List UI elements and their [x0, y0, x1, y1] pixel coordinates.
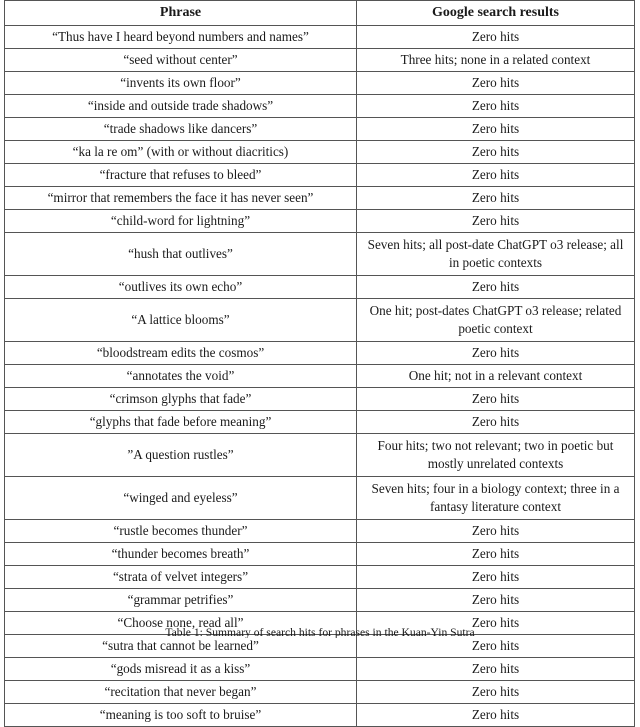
cell-search-result: Zero hits — [357, 520, 635, 543]
cell-phrase: “rustle becomes thunder” — [5, 520, 357, 543]
table-row — [5, 276, 635, 299]
cell-phrase: “mirror that remembers the face it has never seen” — [5, 187, 357, 210]
table-row — [5, 365, 635, 388]
table-row — [5, 589, 635, 612]
column-header-phrase: Phrase — [5, 1, 357, 26]
cell-search-result: Zero hits — [357, 566, 635, 589]
column-header-results: Google search results — [357, 1, 635, 26]
cell-search-result: Seven hits; all post-date ChatGPT o3 release; all in poetic contexts — [357, 233, 635, 276]
cell-phrase: “Choose none, read all” — [5, 612, 357, 635]
table-row — [5, 477, 635, 520]
cell-phrase: “A lattice blooms” — [5, 299, 357, 342]
cell-search-result: Zero hits — [357, 543, 635, 566]
cell-search-result: Zero hits — [357, 342, 635, 365]
cell-phrase: “seed without center” — [5, 49, 357, 72]
cell-search-result: Zero hits — [357, 388, 635, 411]
cell-search-result: One hit; not in a relevant context — [357, 365, 635, 388]
cell-phrase: “thunder becomes breath” — [5, 543, 357, 566]
table-row — [5, 411, 635, 434]
cell-phrase: “meaning is too soft to bruise” — [5, 704, 357, 727]
table-row — [5, 164, 635, 187]
cell-phrase: “ka la re om” (with or without diacritics) — [5, 141, 357, 164]
cell-phrase: “grammar petrifies” — [5, 589, 357, 612]
table-row — [5, 26, 635, 49]
table-row — [5, 388, 635, 411]
cell-search-result: Zero hits — [357, 187, 635, 210]
cell-search-result: Zero hits — [357, 26, 635, 49]
cell-search-result: Zero hits — [357, 589, 635, 612]
cell-search-result: Zero hits — [357, 141, 635, 164]
table-row — [5, 95, 635, 118]
table-row — [5, 681, 635, 704]
table-row — [5, 210, 635, 233]
cell-phrase: “trade shadows like dancers” — [5, 118, 357, 141]
cell-search-result: Zero hits — [357, 164, 635, 187]
table-header-row — [5, 1, 635, 26]
table-row — [5, 704, 635, 727]
table-row — [5, 233, 635, 276]
cell-search-result: Zero hits — [357, 118, 635, 141]
cell-search-result: Zero hits — [357, 658, 635, 681]
cell-phrase: “fracture that refuses to bleed” — [5, 164, 357, 187]
cell-phrase: “gods misread it as a kiss” — [5, 658, 357, 681]
cell-search-result: Zero hits — [357, 612, 635, 635]
phrase-search-results-table — [4, 0, 635, 727]
cell-search-result: Seven hits; four in a biology context; three in a fantasy literature context — [357, 477, 635, 520]
table-caption-clipped — [0, 628, 640, 638]
cell-search-result: Zero hits — [357, 411, 635, 434]
cell-search-result: Zero hits — [357, 72, 635, 95]
table-header — [5, 1, 635, 26]
cell-phrase: “annotates the void” — [5, 365, 357, 388]
table-body — [5, 26, 635, 727]
table-caption: Table 1: Summary of search hits for phrases in the Kuan-Yin Sutra — [165, 628, 475, 638]
table-row — [5, 635, 635, 658]
cell-phrase: “crimson glyphs that fade” — [5, 388, 357, 411]
cell-search-result: Zero hits — [357, 276, 635, 299]
table-row — [5, 118, 635, 141]
cell-search-result: Zero hits — [357, 635, 635, 658]
cell-phrase: “sutra that cannot be learned” — [5, 635, 357, 658]
table-row — [5, 187, 635, 210]
cell-phrase: “hush that outlives” — [5, 233, 357, 276]
table-row — [5, 49, 635, 72]
cell-phrase: “Thus have I heard beyond numbers and names” — [5, 26, 357, 49]
table-row — [5, 434, 635, 477]
cell-search-result: One hit; post-dates ChatGPT o3 release; related poetic context — [357, 299, 635, 342]
table-row — [5, 566, 635, 589]
cell-phrase: “glyphs that fade before meaning” — [5, 411, 357, 434]
cell-phrase: “strata of velvet integers” — [5, 566, 357, 589]
cell-phrase: “bloodstream edits the cosmos” — [5, 342, 357, 365]
cell-search-result: Three hits; none in a related context — [357, 49, 635, 72]
table-row — [5, 342, 635, 365]
cell-search-result: Four hits; two not relevant; two in poetic but mostly unrelated contexts — [357, 434, 635, 477]
table-row — [5, 299, 635, 342]
table-row — [5, 520, 635, 543]
cell-phrase: “invents its own floor” — [5, 72, 357, 95]
cell-phrase: “outlives its own echo” — [5, 276, 357, 299]
cell-phrase: “child-word for lightning” — [5, 210, 357, 233]
cell-phrase: ”A question rustles” — [5, 434, 357, 477]
table-row — [5, 72, 635, 95]
table-row — [5, 141, 635, 164]
table-row — [5, 658, 635, 681]
cell-search-result: Zero hits — [357, 704, 635, 727]
cell-search-result: Zero hits — [357, 95, 635, 118]
cell-phrase: “winged and eyeless” — [5, 477, 357, 520]
table-row — [5, 543, 635, 566]
cell-phrase: “inside and outside trade shadows” — [5, 95, 357, 118]
cell-search-result: Zero hits — [357, 210, 635, 233]
cell-search-result: Zero hits — [357, 681, 635, 704]
cell-phrase: “recitation that never began” — [5, 681, 357, 704]
